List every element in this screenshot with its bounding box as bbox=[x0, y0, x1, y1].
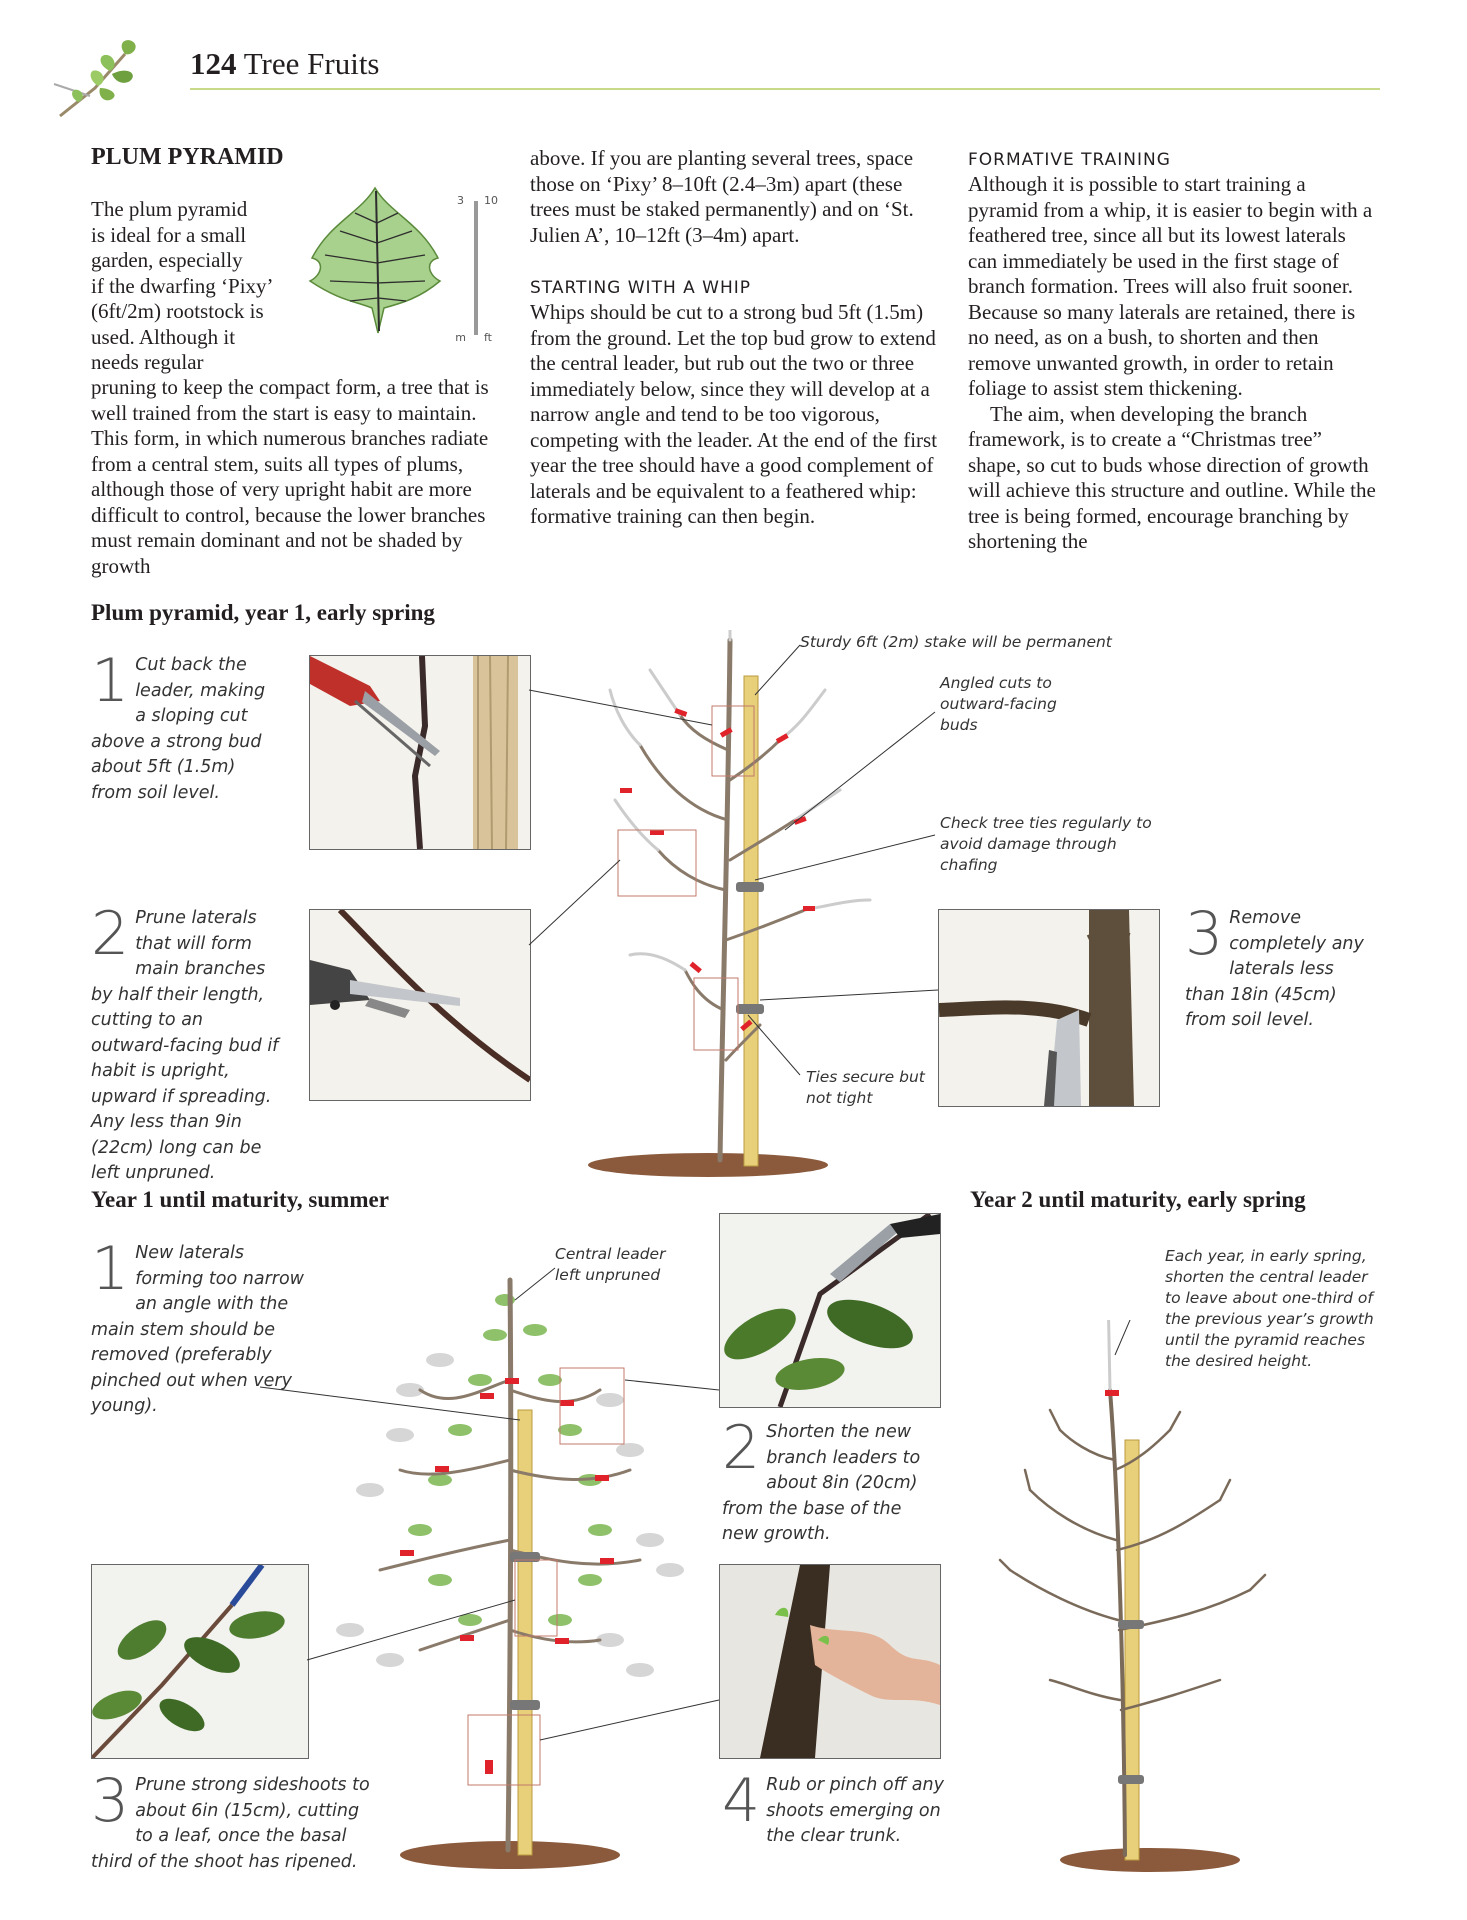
header bbox=[50, 32, 1380, 122]
label-ties-secure: Ties secure but not tight bbox=[806, 1068, 925, 1107]
label-central-leader: Central leader left unpruned bbox=[555, 1245, 666, 1284]
intro-col2-text: above. If you are planting several trees, space those on ‘Pixy’ 8–10ft (2.4–3m) apart (these trees must be staked permanently) and on ‘St. Julien A’, 10–12ft (3–4m) apart. bbox=[530, 146, 914, 247]
year2-tree-diagram bbox=[990, 1320, 1320, 1880]
step-number: 1 bbox=[91, 1234, 130, 1304]
label-stake: Sturdy 6ft (2m) stake will be permanent bbox=[800, 633, 1112, 651]
step-number: 1 bbox=[91, 646, 130, 716]
intro-line: is ideal for a small bbox=[91, 222, 247, 247]
intro-col3-text2: The aim, when developing the branch framework, is to create a “Christmas tree” shape, so cut to buds whose direction of growth will achieve this structure and outline. While the tree is being formed, encourage branching by shortening the bbox=[968, 401, 1376, 553]
plum-leaf-illustration bbox=[300, 183, 505, 353]
intro-line: The plum pyramid bbox=[91, 197, 248, 221]
label-check-ties: Check tree ties regularly to avoid damage through chafing bbox=[940, 814, 1152, 874]
photo-prune-sideshoots bbox=[91, 1564, 309, 1759]
photo-cut-leader bbox=[309, 655, 531, 850]
step-number: 3 bbox=[1185, 899, 1224, 969]
step-number: 3 bbox=[91, 1766, 130, 1836]
step-text: Prune laterals that will form main branches by half their length, cutting to an outward-facing bud if habit is upright, upward if spreading. Any less than 9in (22cm) long can be left unpruned. bbox=[91, 908, 279, 1183]
photo-rub-shoots bbox=[719, 1564, 941, 1759]
subhead-formative: FORMATIVE TRAINING bbox=[968, 150, 1171, 170]
intro-line: garden, especially bbox=[91, 248, 243, 272]
photo-remove-laterals bbox=[938, 909, 1160, 1107]
intro-col2 bbox=[530, 146, 942, 530]
intro-col3-text: Although it is possible to start training a pyramid from a whip, it is easier to begin with a feathered tree, since all but its lowest laterals can immediately be used in the first stage of branch formation. Trees will also fruit sooner. Because so many laterals are retained, there is no need, as on a bush, to shorten and then remove unwanted growth, in order to retain foliage to assist stem thickening. bbox=[968, 172, 1373, 400]
header-rule bbox=[190, 88, 1380, 90]
step-number: 2 bbox=[722, 1413, 761, 1483]
intro-col2-text2: Whips should be cut to a strong bud 5ft (1.5m) from the ground. Let the top bud grow to extend the central leader, but rub out the two or three immediately below, since they will develop at a narrow angle and tend to be too vigorous, competing with the leader. At the end of the first year the tree should have a good complement of laterals and be equivalent to a feathered whip: formative training can then begin. bbox=[530, 300, 938, 528]
step-text: Shorten the new branch leaders to about 8in (20cm) from the base of the new growth. bbox=[722, 1422, 921, 1544]
summer-step2 bbox=[722, 1413, 922, 1548]
step-number: 4 bbox=[722, 1766, 761, 1836]
step-text: New laterals forming too narrow an angle with the main stem should be removed (preferably pinched out when very young). bbox=[91, 1243, 304, 1416]
step-text: Remove completely any laterals less than 18in (45cm) from soil level. bbox=[1185, 908, 1364, 1030]
scale-top-m: 3 bbox=[457, 194, 464, 207]
year1-title: Plum pyramid, year 1, early spring bbox=[91, 600, 435, 625]
step-text: Cut back the leader, making a sloping cut above a strong bud about 5ft (1.5m) from soil level. bbox=[91, 655, 266, 803]
summer-step4 bbox=[722, 1766, 947, 1850]
step-number: 2 bbox=[91, 899, 130, 969]
photo-prune-laterals bbox=[309, 909, 531, 1101]
step-text: Prune strong sideshoots to about 6in (15cm), cutting to a leaf, once the basal third of the shoot has ripened. bbox=[91, 1775, 370, 1872]
step-text: Rub or pinch off any shoots emerging on the clear trunk. bbox=[766, 1775, 944, 1846]
intro-line: (6ft/2m) rootstock is bbox=[91, 299, 264, 323]
page-number: 124 bbox=[190, 46, 237, 81]
intro-col3 bbox=[968, 148, 1380, 555]
year1-step3 bbox=[1185, 899, 1365, 1034]
photo-shorten-leaders bbox=[719, 1213, 941, 1408]
intro-col1-top bbox=[91, 197, 331, 376]
intro-line: used. Although it bbox=[91, 324, 236, 349]
year2-title: Year 2 until maturity, early spring bbox=[970, 1187, 1306, 1212]
intro-line: if the dwarfing ‘Pixy’ bbox=[91, 273, 274, 298]
summer-title: Year 1 until maturity, summer bbox=[91, 1187, 389, 1212]
summer-tree-diagram bbox=[310, 1240, 720, 1880]
intro-title: PLUM PYRAMID bbox=[91, 144, 284, 170]
subhead-starting-whip: STARTING WITH A WHIP bbox=[530, 278, 752, 298]
leaf-sprig-icon bbox=[50, 36, 150, 121]
year2-label: Each year, in early spring, shorten the central leader to leave about one-third of the previous year’s growth until the pyramid reaches the desired height. bbox=[1165, 1247, 1374, 1370]
section-title: Tree Fruits bbox=[243, 46, 380, 81]
label-angled-cuts: Angled cuts to outward-facing buds bbox=[940, 674, 1057, 734]
intro-line: needs regular bbox=[91, 350, 204, 374]
year1-step2 bbox=[91, 899, 286, 1187]
intro-col1-rest: pruning to keep the compact form, a tree that is well trained from the start is easy to maintain. This form, in which numerous branches radiate from a central stem, suits all types of plums, although those of very upright habit are more difficult to control, because the lower branches must remain dominant and not be shaded by growth bbox=[91, 375, 489, 578]
scale-top-ft: 10 bbox=[484, 194, 498, 207]
year1-step1 bbox=[91, 646, 276, 806]
summer-step1 bbox=[91, 1234, 316, 1420]
scale-unit-ft: ft bbox=[484, 331, 492, 344]
scale-unit-m: m bbox=[455, 331, 466, 344]
